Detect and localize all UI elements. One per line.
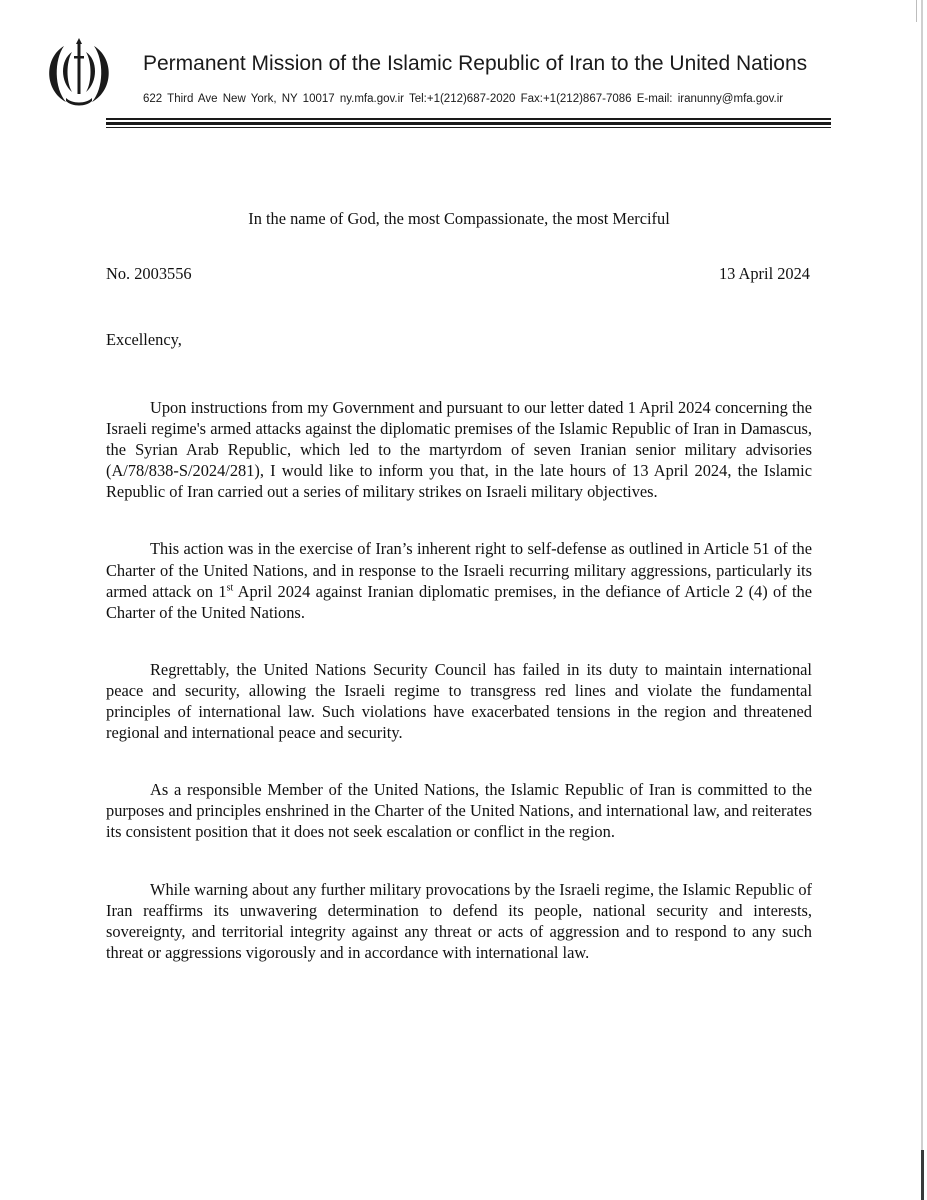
letterhead-contact: 622 Third Ave New York, NY 10017 ny.mfa.gov.ir Tel:+1(212)687-2020 Fax:+1(212)867-7086 E-mail: iranunny@mfa.gov.ir (143, 93, 784, 105)
paragraph-5: While warning about any further military provocations by the Israeli regime, the Islamic Republic of Iran reaffirms its unwavering determination to defend its people, national security and interests, sovereignty, and territorial integrity against any threat or acts of aggression and to respond to any such threat or aggressions vigorously and in accordance with international law. (106, 879, 812, 962)
scan-edge (921, 0, 923, 1200)
paragraph-4: As a responsible Member of the United Nations, the Islamic Republic of Iran is committed to the purposes and principles enshrined in the Charter of the United Nations, and international law, and reiterates its consistent position that it does not seek escalation or conflict in the region. (106, 780, 812, 842)
header-rule-top (106, 118, 831, 120)
paragraph-1: Upon instructions from my Government and pursuant to our letter dated 1 April 2024 concerning the Israeli regime's armed attacks against the diplomatic premises of the Islamic Republic of Iran in Damascus, the Syrian Arab Republic, which led to the martyrdom of seven Iranian senior military advisories (A/78/838-S/2024/281), I would like to inform you that, in the late hours of 13 April 2024, the Islamic Republic of Iran carried out a series of military strikes on Israeli military objectives. (106, 398, 812, 502)
letter-date: 13 April 2024 (718, 264, 810, 283)
letter-body (106, 397, 812, 999)
header-rule-bottom (106, 127, 831, 128)
paragraph-3: Regrettably, the United Nations Security Council has failed in its duty to maintain international peace and security, allowing the Israeli regime to transgress red lines and violate the fundamental principles of international law. Such violations have exacerbated tensions in the region and threatened regional and international peace and security. (106, 659, 812, 743)
reference-number: No. 2003556 (106, 264, 192, 283)
paragraph-2 (106, 538, 812, 622)
iran-emblem-icon (36, 38, 122, 108)
invocation: In the name of God, the most Compassionate, the most Merciful (248, 209, 670, 228)
scan-mark-bottom (921, 1150, 924, 1200)
header-rule-middle (106, 122, 831, 125)
paragraph-2-text-a: This action was in the exercise of Iran’s inherent right to self-defense as outlined in Article 51 of the Charter of the United Nations, and in response to the Israeli recurring military aggressions, particularly its armed attack on 1 (106, 539, 812, 601)
salutation: Excellency, (106, 330, 182, 349)
letterhead-title: Permanent Mission of the Islamic Republic of Iran to the United Nations (143, 52, 808, 75)
ordinal-suffix: st (226, 582, 234, 594)
paragraph-2-text-b: April 2024 against Iranian diplomatic premises, in the defiance of Article 2 (4) of the Charter of the United Nations. (106, 581, 812, 622)
scan-mark-top (916, 0, 917, 22)
